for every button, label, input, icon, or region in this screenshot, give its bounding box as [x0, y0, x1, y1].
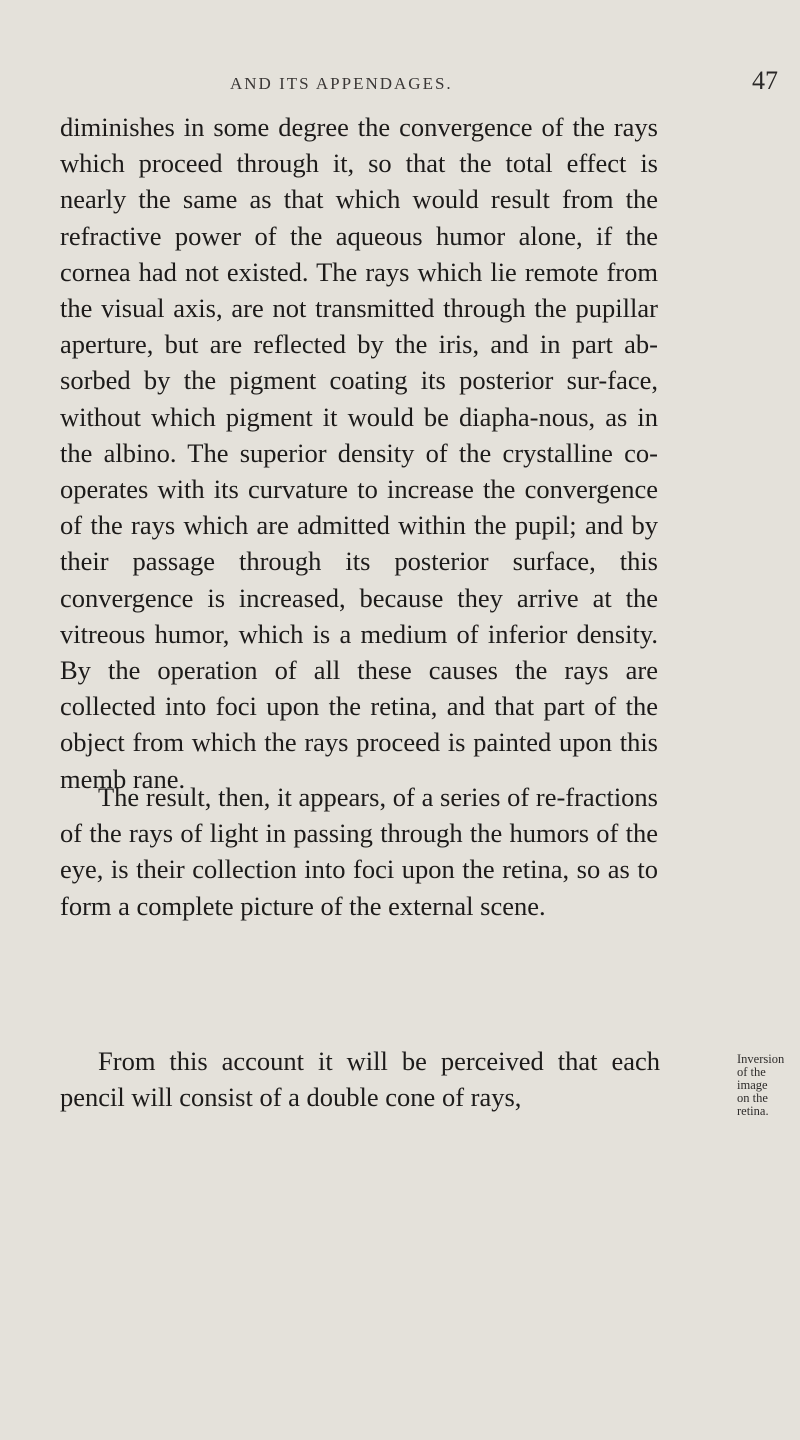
margin-note — [737, 1053, 797, 1118]
margin-note-line: Inversion — [737, 1052, 785, 1066]
paragraph-2: The result, then, it appears, of a series of re-fractions of the rays of light in passing through the humors of the eye, is their collection into foci upon the retina, so as to form a complete picture of the external scene. — [60, 782, 658, 921]
paragraph-3: From this account it will be perceived that each pencil will consist of a double cone of rays, — [60, 1046, 660, 1113]
running-title: AND ITS APPENDAGES. — [230, 74, 453, 93]
paragraph-1: diminishes in some degree the convergence of the rays which proceed through it, so that the total effect is nearly the same as that which would result from the refractive power of the aqueous humor alone, if the cornea had not existed. The rays which lie remote from the visual axis, are not transmitted through the pupillar aperture, but are reflected by the iris, and in part ab-sorbed by the pigment coating its posterior sur-face, without which pigment it would be diapha-nous, as in the albino. The superior density of the crystalline co-operates with its curvature to increase the convergence of the rays which are admitted within the pupil; and by their passage through its posterior surface, this convergence is increased, because they arrive at the vitreous humor, which is a medium of inferior density. By the operation of all these causes the rays are collected into foci upon the retina, and that part of the object from which the rays proceed is painted upon this memb rane. — [60, 112, 658, 794]
margin-note-line: retina. — [737, 1104, 769, 1118]
margin-note-line: of the image — [737, 1065, 768, 1092]
page-number: 47 — [752, 66, 778, 95]
margin-note-line: on the — [737, 1091, 768, 1105]
